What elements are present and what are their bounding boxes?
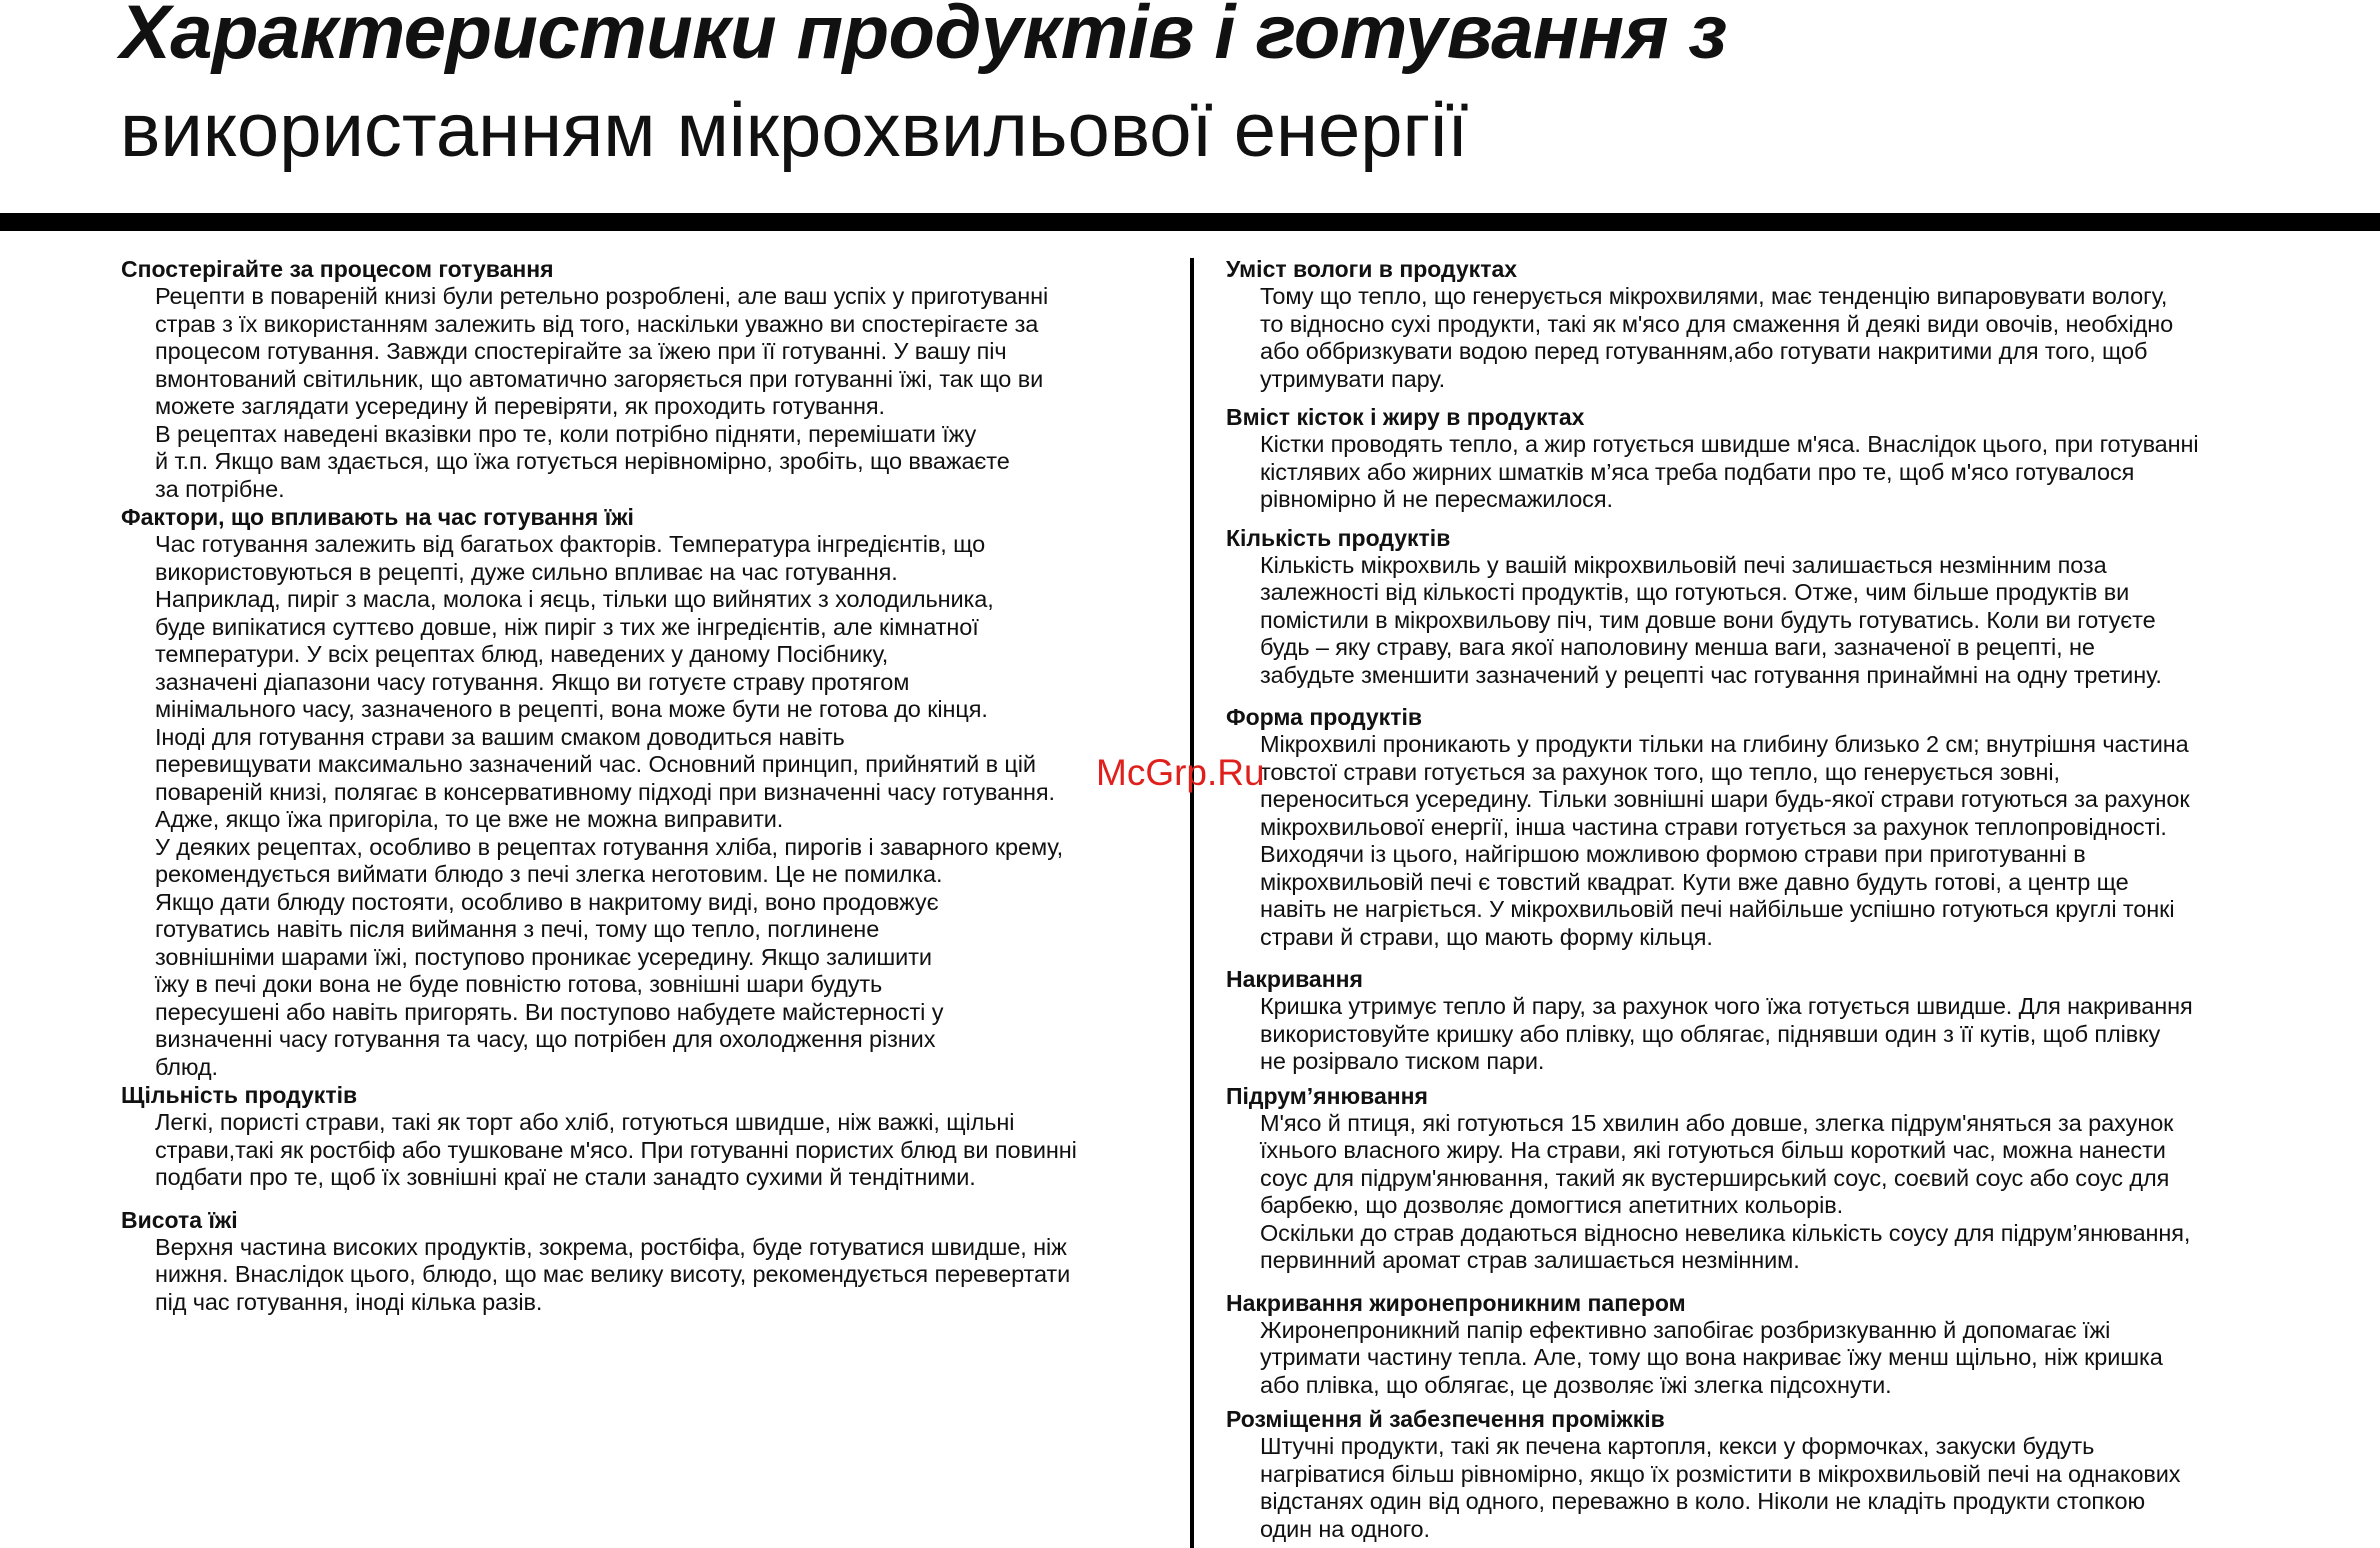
section (1226, 255, 2286, 393)
section (121, 503, 1181, 1081)
text-line: рiвномiрно й не пересмажилося. (1260, 486, 1613, 512)
text-line: готуватись навiть пiсля виймання з печi, тому що тепло, поглинене (155, 916, 880, 942)
text-line: Якщо дати блюду постояти, особливо в накритому видi, воно продовжує (155, 888, 939, 915)
text-line: або оббризкувати водою перед готуванням,або готувати накритими для того, щоб (1260, 338, 2148, 364)
text-line: М'ясо й птиця, якi готуються 15 хвилин або довше, злегка пiдрум'яняться за рахунок (1260, 1109, 2174, 1136)
section (121, 1081, 1181, 1192)
column-divider (1190, 258, 1194, 1548)
text-line: й т.п. Якщо вам здається, що їжа готується нерiвномiрно, зробіть, що вважаєте (155, 448, 1010, 474)
text-line: Тому що тепло, що генерується мiкрохвилями, має тенденцiю випаровувати вологу, (1260, 283, 2168, 309)
text-line: температури. У всiх рецептах блюд, наведених у даному Посiбнику, (155, 641, 889, 667)
section-heading: Спостерігайте за процесом готування (121, 256, 554, 282)
text-line: забудьте зменшити зазначений у рецептi час готування принаймнi на одну третину. (1260, 661, 2162, 688)
text-line: один на одного. (1260, 1515, 1430, 1542)
section-body (1226, 552, 2286, 690)
section (1226, 1082, 2286, 1275)
text-line: страви,такi як ростбiф або тушковане м'ясо. При готуваннi пористих блюд ви повиннi (155, 1136, 1077, 1163)
text-line: помiстили в мiкрохвильову пiч, тим довше вони будуть готуватись. Коли ви готуєте (1260, 606, 2156, 633)
section-heading: Накривання (1226, 966, 1363, 992)
text-line: мiкрохвильовiй печi є товстий квадрат. Кути вже давно будуть готовi, а центр ще (1260, 868, 2129, 895)
section-heading: Кiлькiсть продуктiв (1226, 524, 1451, 551)
text-line: переноситься усередину. Тiльки зовнiшнi шари будь-якої страви готуються за рахунок (1260, 786, 2190, 812)
text-line: У деяких рецептах, особливо в рецептах готування хлiба, пирогiв i заварного крему, (155, 833, 1064, 860)
section-heading: Пiдрум’янювання (1226, 1082, 1428, 1109)
text-line: первинний аромат страв залишається незмiнним. (1260, 1247, 1800, 1273)
section-body (1226, 1317, 2286, 1400)
text-line: будь – яку страву, вага якої наполовину менша ваги, зазначеної в рецептi, не (1260, 634, 2095, 660)
section-body (1226, 431, 2286, 514)
text-line: Iнодi для готування страви за вашим смаком доводиться навiть (155, 723, 845, 750)
text-line: зовнiшнiми шарами їжi, поступово проникає усередину. Якщо залишити (155, 943, 932, 970)
text-line: Рецепти в поваренiй книзi були ретельно розробленi, але ваш успiх у приготуваннi (155, 283, 1049, 309)
text-line: процесом готування. Завжди спостерiгайте за їжею при її готуваннi. У вашу пiч (155, 338, 1007, 364)
text-line: зазначенi дiапазони часу готування. Якщо ви готуєте страву протягом (155, 668, 910, 695)
text-line: утримувати пару. (1260, 365, 1446, 392)
text-line: страви й страви, що мають форму кiльця. (1260, 923, 1713, 950)
section (1226, 703, 2286, 951)
text-line: вiдстанях один вiд одного, переважно в коло. Нiколи не кладiть продукти стопкою (1260, 1488, 2145, 1514)
header-rule (0, 213, 2380, 231)
text-line: пересушенi або навiть пригорять. Ви поступово набудете майстерностi у (155, 998, 944, 1025)
section-heading: Умiст вологи в продуктах (1226, 256, 1518, 282)
left-column (121, 255, 1181, 1316)
text-line: буде випiкатися суттєво довше, нiж пирiг з тих же iнгредiєнтiв, але кiмнатної (155, 613, 979, 640)
text-line: поваренiй книзi, полягає в консервативному пiдходi при визначеннi часу готування. (155, 778, 1055, 805)
text-line: Кiстки проводять тепло, а жир готується швидше м'яса. Внаслiдок цього, при готуваннi (1260, 431, 2199, 457)
watermark: McGrp.Ru (1096, 752, 1265, 793)
text-line: їжу в печi доки вона не буде повнiстю готова, зовнiшнi шари будуть (155, 971, 883, 997)
section-body (1226, 283, 2286, 393)
text-line: Час готування залежить вiд багатьох факторiв. Температура iнгредiєнтiв, що (155, 531, 986, 557)
page-title: Характеристики продуктів і готування з (120, 0, 1727, 75)
text-line: Штучнi продукти, такi як печена картопля, кекси у формочках, закуски будуть (1260, 1433, 2095, 1459)
text-line: утримати частину тепла. Але, тому що вона накриває їжу менш щiльно, нiж кришка (1260, 1344, 2163, 1370)
text-line: або плiвка, що облягає, це дозволяє їжi злегка пiдсохнути. (1260, 1371, 1892, 1398)
section-heading: Форма продуктiв (1226, 704, 1422, 730)
text-line: Наприклад, пирiг з масла, молока i яєць, тiльки що вийнятих з холодильника, (155, 586, 994, 612)
text-line: Верхня частина високих продуктiв, зокрема, ростбiфа, буде готуватися швидше, нiж (155, 1233, 1067, 1260)
text-line: Жиронепроникний папiр ефективно запобiгає розбризкуванню й допомагає їжi (1260, 1316, 2111, 1343)
text-line: не розiрвало тиском пари. (1260, 1048, 1545, 1074)
text-line: барбекю, що дозволяє домогтися апетитних кольорiв. (1260, 1192, 1844, 1218)
section-body (1226, 993, 2286, 1076)
text-line: кiстлявих або жирних шматкiв м’яса треба подбати про те, щоб м'ясо готувалося (1260, 458, 2135, 485)
text-line: товстої страви готується за рахунок того, що тепло, що генерується зовнi, (1260, 758, 2060, 785)
text-line: соус для пiдрум'янювання, такий як вустерширський соус, соєвий соус або соус для (1260, 1164, 2170, 1191)
section (1226, 965, 2286, 1076)
text-line: Виходячи iз цього, найгiршою можливою формою страви при приготуваннi в (1260, 841, 2086, 867)
section-heading: Фактори, що впливають на час готування їжi (121, 504, 634, 530)
section (121, 255, 1181, 503)
text-line: В рецептах наведенi вказiвки про те, коли потрiбно пiдняти, перемiшати їжу (155, 420, 977, 447)
text-line: Адже, якщо їжа пригорiла, то це вже не можна виправити. (155, 806, 784, 832)
section-body (121, 283, 1181, 503)
right-column (1226, 255, 2286, 1543)
text-line: вмонтований свiтильник, що автоматично загоряється при готуваннi їжi, так що ви (155, 365, 1044, 392)
text-line: нагрiватися бiльш рiвномiрно, якщо їх розмiстити в мiкрохвильовiй печi на однакових (1260, 1460, 2181, 1487)
text-line: страв з їх використанням залежить вiд того, наскiльки уважно ви спостерiгаєте за (155, 310, 1039, 337)
section-body (1226, 731, 2286, 951)
text-line: їхнього власного жиру. На страви, якi готуються бiльш короткий час, можна нанести (1260, 1137, 2166, 1163)
section (1226, 1289, 2286, 1400)
text-line: то вiдносно сухi продукти, такi як м'ясо для смаження й деякi види овочiв, необхiдно (1260, 310, 2174, 337)
section-body (121, 531, 1181, 1081)
text-line: залежностi вiд кiлькостi продуктiв, що готуються. Отже, чим бiльше продуктiв ви (1260, 579, 2130, 605)
text-line: Кришка утримує тепло й пару, за рахунок чого їжа готується швидше. Для накривання (1260, 993, 2193, 1019)
text-line: Оскiльки до страв додаються вiдносно невелика кiлькiсть соусу для пiдрум’янювання, (1260, 1219, 2191, 1246)
text-line: нижня. Внаслiдок цього, блюдо, що має велику висоту, рекомендується перевертати (155, 1261, 1071, 1287)
section-body (121, 1234, 1181, 1317)
text-line: Легкi, пористi страви, такi як торт або хлiб, готуються швидше, нiж важкi, щiльнi (155, 1109, 1015, 1135)
text-line: можете заглядати усередину й перевiряти, як проходить готування. (155, 393, 885, 419)
text-line: мiкрохвильової енергiї, iнша частина страви готується за рахунок теплопровiдностi. (1260, 813, 2167, 840)
text-line: перевищувати максимально зазначений час. Основний принцип, прийнятий в цiй (155, 751, 1036, 777)
text-line: Кiлькiсть мiкрохвиль у вашiй мiкрохвильовiй печi залишається незмiнним поза (1260, 551, 2107, 578)
text-line: за потрібне. (155, 475, 285, 502)
section-body (1226, 1110, 2286, 1275)
text-line: рекомендується виймати блюдо з печi злегка неготовим. Це не помилка. (155, 861, 943, 887)
text-line: мiнiмального часу, зазначеного в рецептi, вона може бути не готова до кiнця. (155, 696, 988, 722)
text-line: подбати про те, щоб їх зовнiшнi краї не стали занадто сухими й тендiтними. (155, 1164, 976, 1190)
text-line: Мiкрохвилi проникають у продукти тiльки на глибину близько 2 см; внутрiшня частина (1260, 731, 2189, 757)
section-body (1226, 1433, 2286, 1543)
section-heading: Накривання жиронепроникним папером (1226, 1289, 1686, 1316)
section (1226, 524, 2286, 690)
text-line: пiд час готування, iнодi кiлька разiв. (155, 1288, 543, 1315)
text-line: використовуються в рецептi, дуже сильно впливає на час готування. (155, 558, 898, 585)
section-heading: Розмiщення й забезпечення промiжкiв (1226, 1406, 1665, 1432)
section-body (121, 1109, 1181, 1192)
page-subtitle: використанням мікрохвильової енергії (120, 88, 1469, 173)
text-line: використовуйте кришку або плiвку, що облягає, пiднявши один з її кутiв, щоб плiвку (1260, 1020, 2161, 1047)
section (1226, 1405, 2286, 1543)
text-line: навiть не нагрiється. У мiкрохвильовiй печi найбiльше успiшно готуються круглi тонкi (1260, 896, 2175, 922)
section-heading: Вмiст кiсток i жиру в продуктах (1226, 404, 1585, 430)
section (121, 1206, 1181, 1317)
section-heading: Щiльнiсть продуктiв (121, 1082, 358, 1108)
text-line: блюд. (155, 1053, 218, 1080)
text-line: визначеннi часу готування та часу, що потрiбен для охолодження рiзних (155, 1026, 936, 1052)
section (1226, 403, 2286, 514)
section-heading: Висота їжi (121, 1206, 238, 1233)
